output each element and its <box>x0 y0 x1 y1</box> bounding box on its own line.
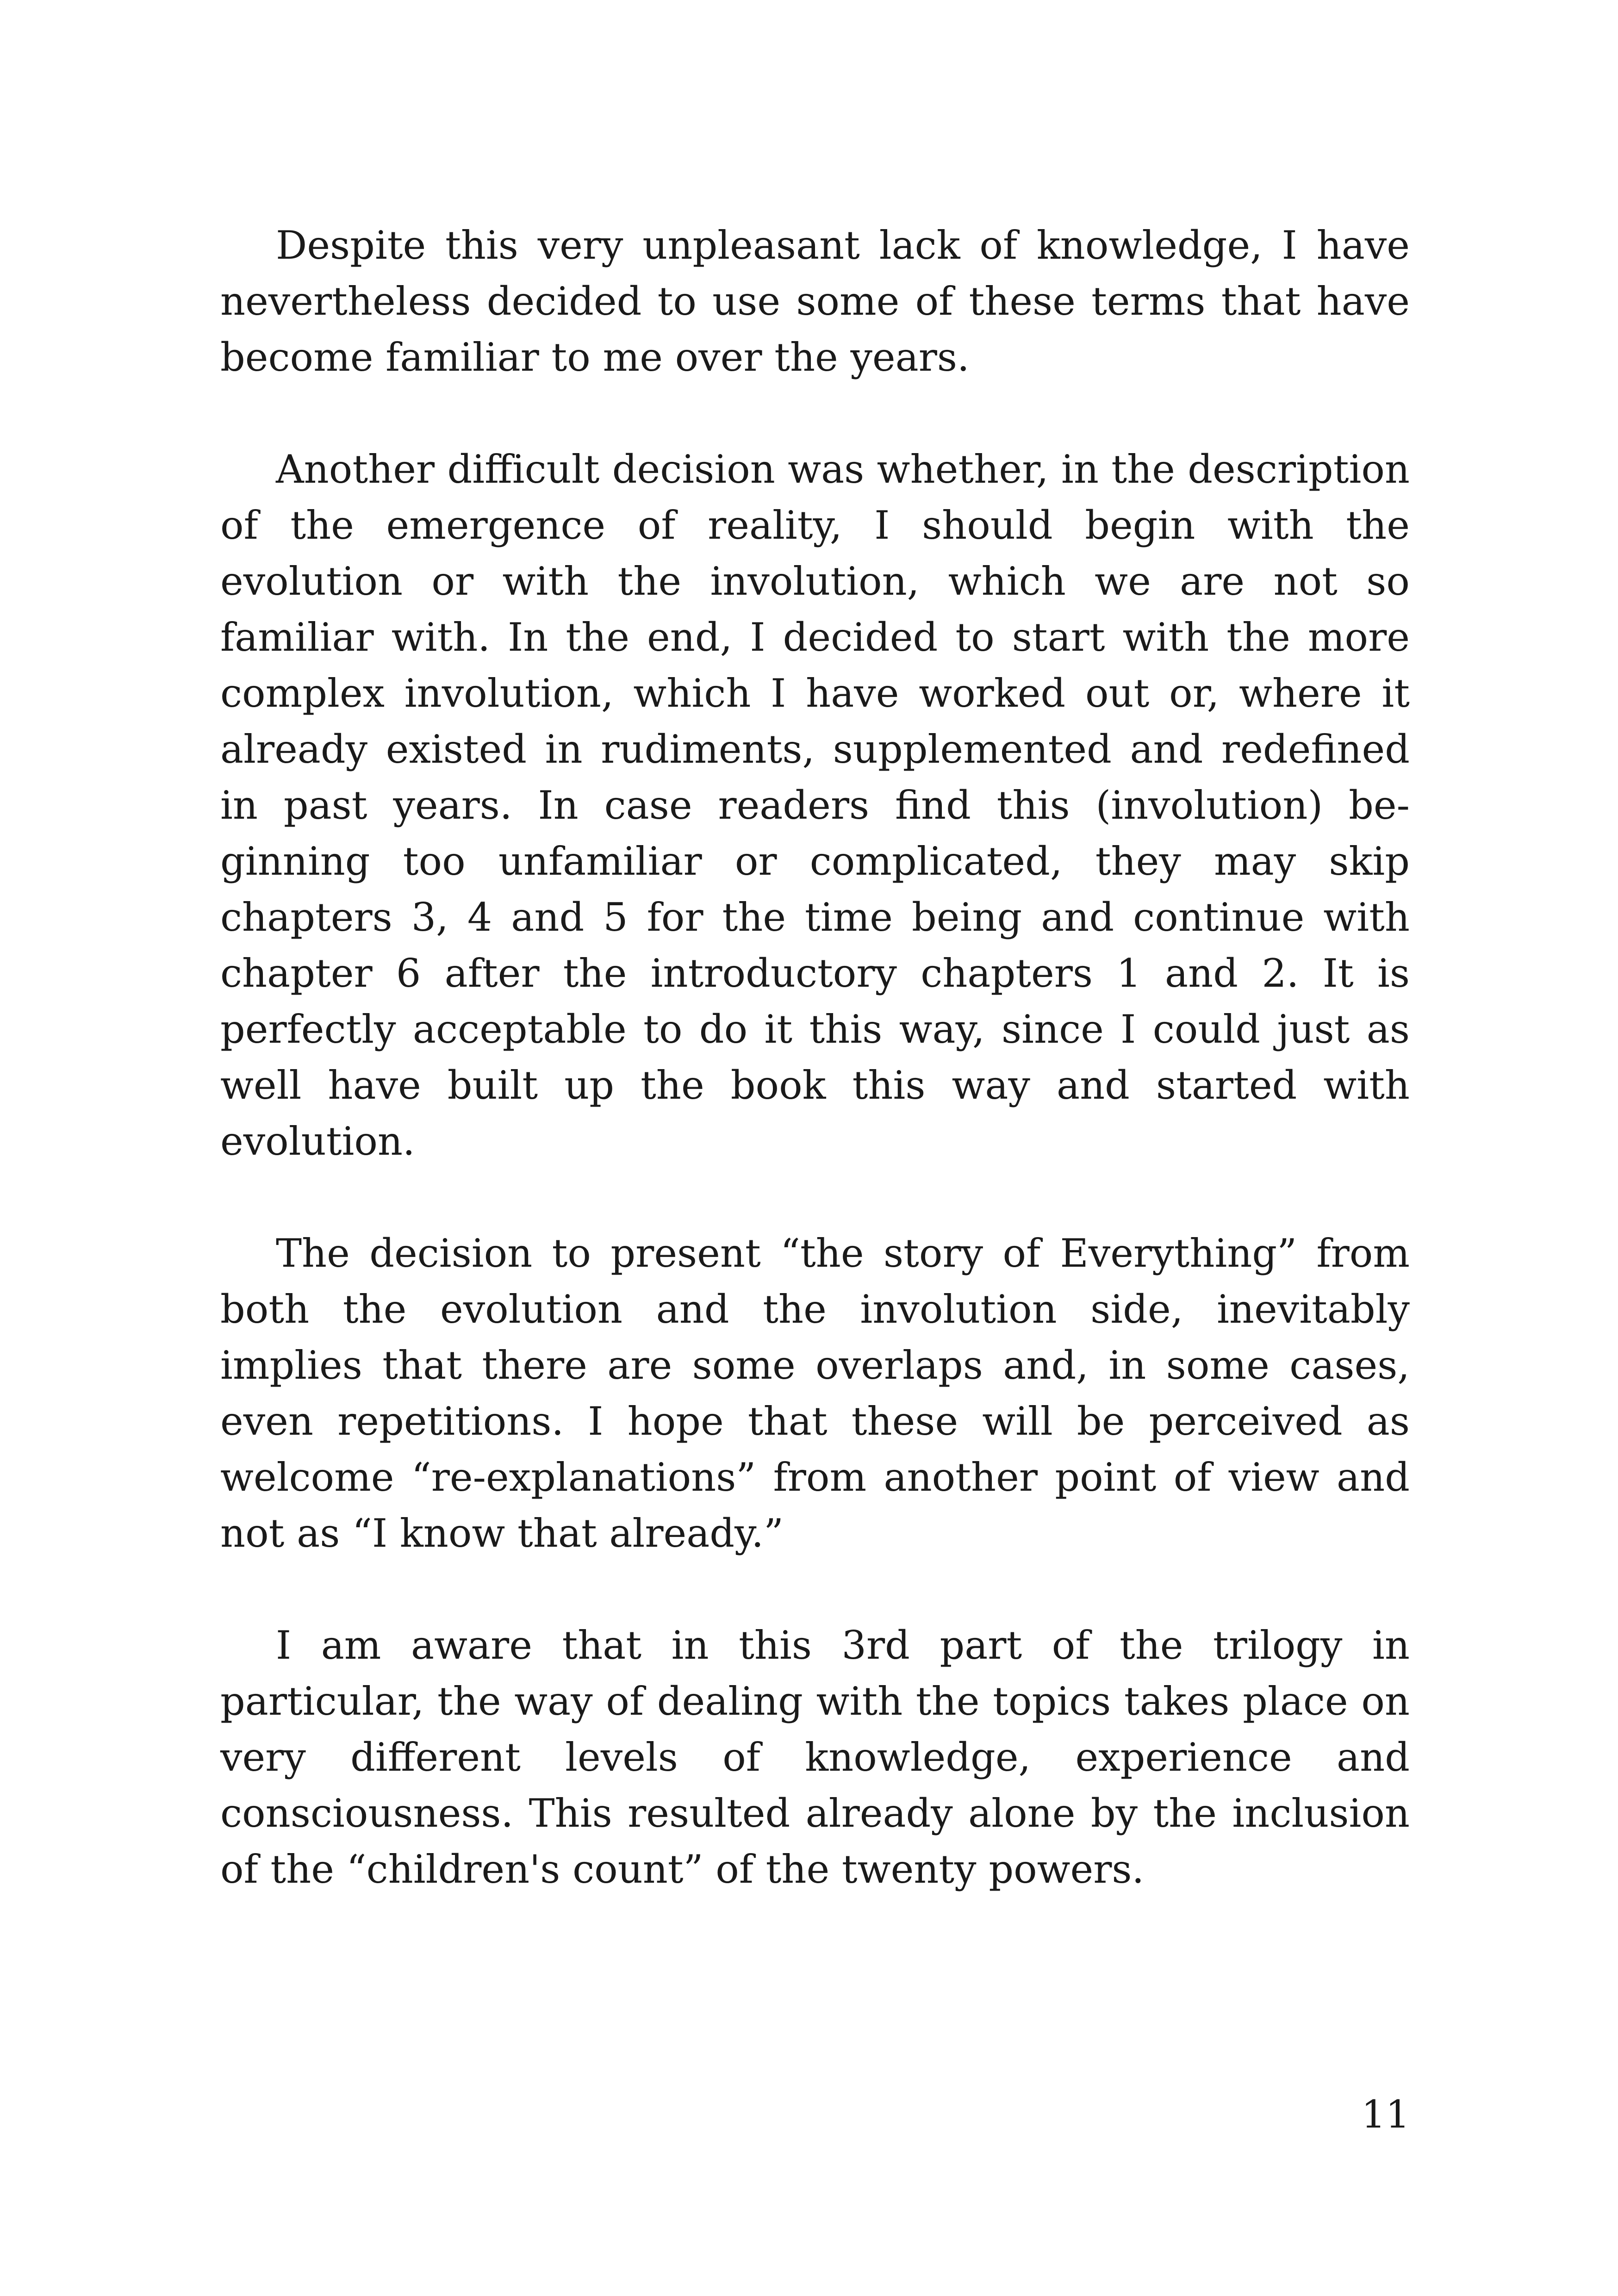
paragraph-3: The decision to present “the story of Everything” from both the evolution and the involution side, inevitably implies that there are some overlaps and, in some cases, even repetitions. I hope that these will be perceived as welcome “re-explanations” from another point of view and not as “I know that already.” <box>220 1231 1410 1556</box>
page-number: 11 <box>1361 2093 1410 2137</box>
paragraph-4: I am aware that in this 3rd part of the trilogy in particular, the way of dealing with the topics takes place on very different levels of knowledge, experience and consciousness. This resulted already alone by the inclusion of the “children's count” of the twenty powers. <box>220 1623 1410 1892</box>
paragraph-2: Another difficult decision was whether, in the description of the emergence of reality, I should begin with the evolution or with the involution, which we are not so familiar with. In the end, I decided to start with the more complex involution, which I have worked out or, where it already existed in rudiments, supplemented and redefined in past years. In case readers find this (involution) beginning too unfamiliar or complicated, they may skip chapters 3, 4 and 5 for the time being and continue with chapter 6 after the introductory chapters 1 and 2. It is perfectly acceptable to do it this way, since I could just as well have built up the book this way and started with evolution. <box>220 447 1410 1164</box>
body-text <box>220 218 1410 1954</box>
paragraph-1: Despite this very unpleasant lack of knowledge, I have nevertheless decided to use some of these terms that have become familiar to me over the years. <box>220 223 1410 380</box>
